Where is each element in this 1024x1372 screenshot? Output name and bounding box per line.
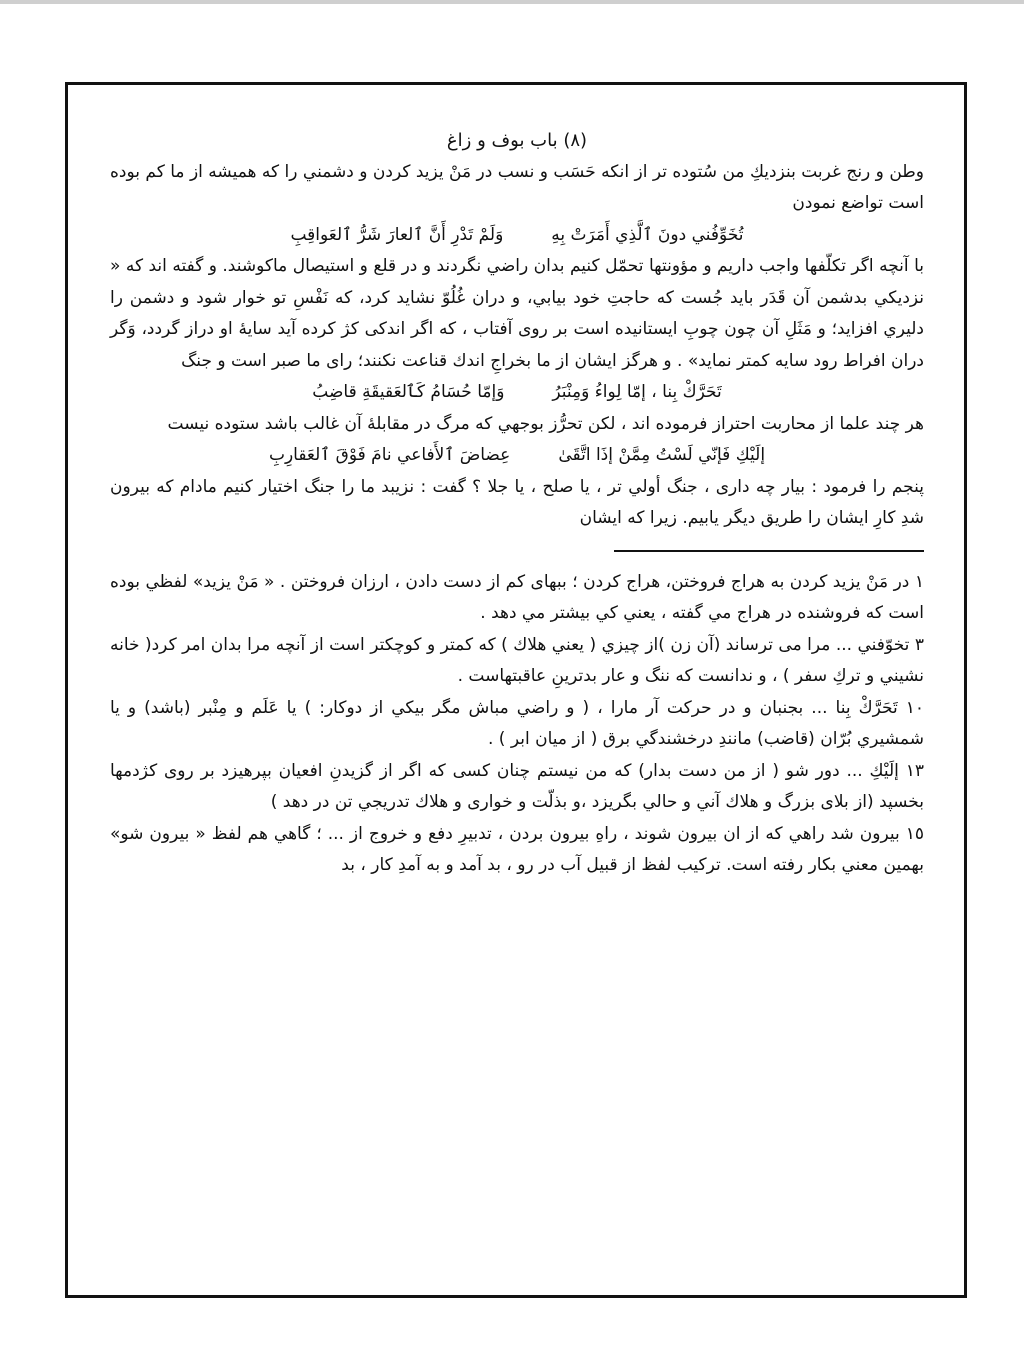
footnote: ٣ تخوّفني ... مرا مى ترساند (آن زن )از چيزي ( يعني هلاك ) كه كمتر و كوچكتر است از آنچه مرا بدان امر كرد( خانه نشيني و تركِ سفر ) ، و ندانست كه ننگ و عار بدترينِ عاقبتهاست . xyxy=(110,634,924,686)
verse xyxy=(110,220,924,252)
verse-hemistich: إلَيْكِ فَإنّي لَسْتُ مِمَّنْ إذَا اتَّقَىٰ xyxy=(558,445,766,465)
verse-hemistich: تَحَرَّكْ بِنا ، إمّا لِواءُ وَمِنْبَرُ xyxy=(552,382,722,402)
paragraph: هر چند علما از محاربت احتراز فرموده اند ، لكن تحرُّز بوجهي كه مرگ در مقابلهٔ آن غالب باشد ستوده نيست xyxy=(167,413,924,434)
verse xyxy=(110,377,924,409)
footnote: ١٠ تَحَرَّكْ بِنا ... بجنبان و در حركت آر مارا ، ( و راضي مباش مگر بيكي از دوكار: ) يا عَلَم و مِنْبر (باشد) و يا شمشيري بُرّان (قاضب) مانندِ درخشندگي برق ( از ميان ابر ) . xyxy=(110,697,924,749)
footnote: ١٥ بيرون شد راهي كه از ان بيرون شوند ، راهِ بيرون بردن ، تدبيرِ دفع و خروج از ... ؛ گاهي هم لفظ « بيرون شو» بهمين معني بكار رفته است. تركيب لفظ از قبيل آب در رو ، بد آمد و به آمدِ كار ، بد xyxy=(110,823,924,875)
footnote-separator-wrap xyxy=(110,535,924,567)
top-scroll-edge xyxy=(0,0,1024,4)
page-content xyxy=(110,125,924,882)
verse-hemistich: وَلَمْ تَدْرِ أَنَّ ٱلعارَ شَرُّ ٱلعَواقِبِ xyxy=(290,224,504,245)
footnote: ١٣ إلَيْكِ ... دور شو ( از من دست بدار) كه من نيستم چنان كسى كه اگر از گزيدنِ افعيان بپرهيزد بر روى كژدمها بخسپد (از بلاى بزرگ و هلاك آني و حالي بگريزد ،و بذلّت و خوارى و هلاك تدريجي تن در دهد ) xyxy=(110,760,924,812)
verse-hemistich: تُخَوِّفُني دونَ ٱلَّذِي أَمَرَتْ بِهِ xyxy=(551,224,744,245)
page-frame xyxy=(65,82,967,1298)
paragraph: وطن و رنج غربت بنزديكِ من سُتوده تر از انكه حَسَب و نسب در مَنْ يزيد كردن و دشمني را كه هميشه از ما كم بوده است تواضع نمودن xyxy=(110,161,924,213)
footnote-separator xyxy=(614,550,924,552)
paragraph: با آنچه اگر تكلّفها واجب داريم و مؤونتها تحمّل كنيم بدان راضي نگردند و در قلع و استيصال ماكوشند. و گفته اند كه « نزديكي بدشمن آن قَدَر بايد جُست كه حاجتِ خود بيابي، و دران غُلُوّ نشايد كرد، كه نَفْسِ تو خوار شود و دشمن را دليري افزايد؛ و مَثَلِ آن چون چوبِ ايستانيده است بر روى آفتاب ، كه اگر اندكى كژ كرده آيد سايهٔ او دراز گردد، وَگر دران افراط رود سايه كمتر نمايد» . و هرگز ايشان از ما بخراجِ اندك قناعت نكنند؛ راى ما صبر است و جنگ xyxy=(110,256,924,371)
paragraph: پنجم را فرمود : بيار چه دارى ، جنگ أولي تر ، يا صلح ، يا جلا ؟ گفت : نزيبد ما را جنگ اختيار كنيم مادام كه بيرون شدِ كارِ ايشان را طريق ديگر يابيم. زيرا كه ايشان xyxy=(110,476,924,528)
verse-hemistich: عِضاضَ ٱلأَفاعي نامَ فَوْقَ ٱلعَقارِبِ xyxy=(268,445,511,465)
verse xyxy=(110,440,924,472)
chapter-title: (٨) باب بوف و زاغ xyxy=(446,130,588,151)
footnote: ١ در مَنْ يزيد كردن به هراج فروختن، هراج كردن ؛ ببهاى كم از دست دادن ، ارزان فروختن . « مَنْ يزيد» لفظي بوده است كه فروشنده در هراج مي گفته ، يعني كي بيشتر مي دهد . xyxy=(110,571,924,623)
verse-hemistich: وَإمّا حُسَامُ كَٱلعَقيقَةِ قاضِبُ xyxy=(312,382,505,402)
